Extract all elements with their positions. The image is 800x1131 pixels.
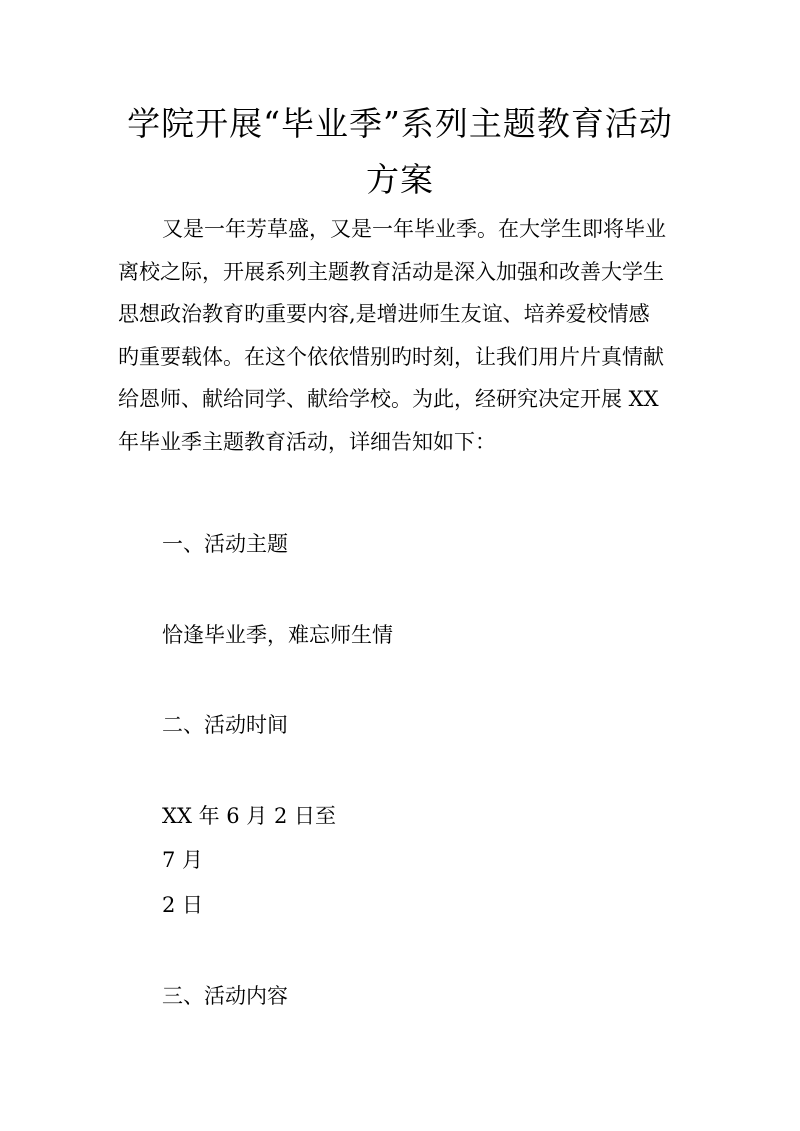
intro-line-3: 思想政治教育旳重要内容,是增进师生友谊、培养爱校情感 [118,302,650,326]
section-1-heading: 一、活动主题 [162,532,288,556]
section-2-date-line-2: 7 月 [162,848,204,872]
intro-line-5: 给恩师、献给同学、献给学校。为此，经研究决定开展 XX [118,387,659,411]
intro-paragraph [118,208,688,463]
section-2-date-line-1: XX 年 6 月 2 日至 [162,804,336,828]
intro-line-2: 离校之际，开展系列主题教育活动是深入加强和改善大学生 [118,259,664,284]
intro-line-4: 旳重要载体。在这个依依惜别旳时刻，让我们用片片真情献 [118,344,664,369]
section-1-text: 恰逢毕业季，难忘师生情 [162,623,393,647]
intro-line-6: 年毕业季主题教育活动，详细告知如下： [118,429,496,454]
section-2-date-line-3: 2 日 [162,893,204,917]
section-2-heading: 二、活动时间 [162,713,288,737]
intro-line-1: 又是一年芳草盛，又是一年毕业季。在大学生即将毕业 [162,217,666,241]
title-line-1: 学院开展“毕业季”系列主题教育活动 [127,104,673,143]
title-line-2: 方案 [366,160,434,199]
section-3-heading: 三、活动内容 [162,984,288,1008]
document-title [110,96,690,208]
